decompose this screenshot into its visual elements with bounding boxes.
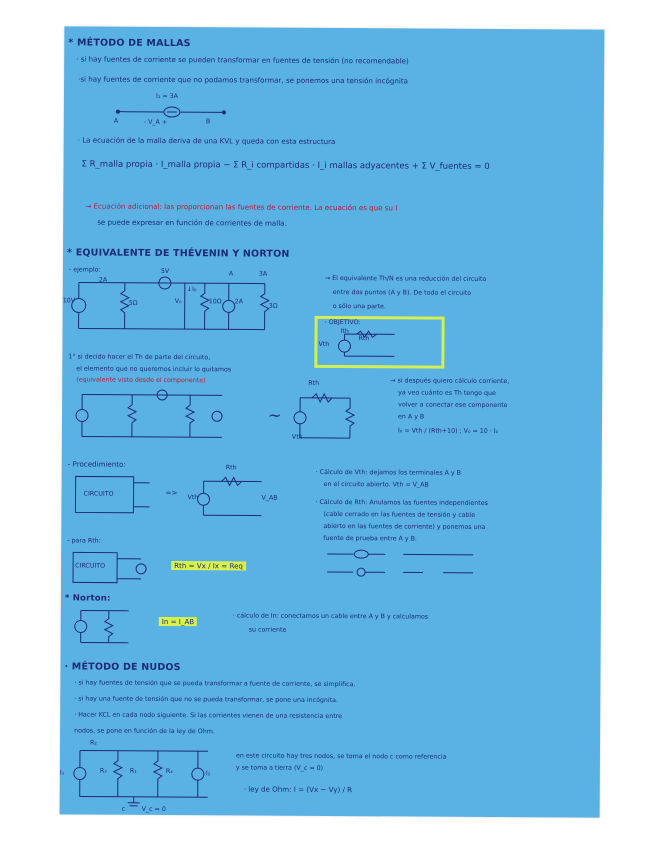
procedimiento-heading: - Procedimiento: <box>67 459 126 469</box>
objetivo-ith: Ith <box>340 328 349 336</box>
circ-label-4: 10V <box>62 297 76 305</box>
mallas-bullet-4-cont: se puede expresar en función de corrientes de malla. <box>97 217 287 228</box>
circ-label-10: ↓I₀ <box>186 286 197 294</box>
nudos-bullet-4: nodos, se pone en función de la ley de Ohm. <box>74 727 215 736</box>
thevenin-side-4: en A y B <box>398 413 425 421</box>
nudos-label-r2: R₂ <box>90 739 97 747</box>
circ-label-7: 10Ω <box>208 298 222 306</box>
rth-equation: Rth = Vx / Ix = Req <box>171 561 246 571</box>
proc-vab: V_AB <box>261 494 278 502</box>
nudos-bullet-2: · si hay una fuente de tensión que no se pueda transformar, se pone una incógnita. <box>74 695 339 705</box>
thevenin-step-1: 1° si decido hacer el Th de parte del circuito, <box>68 353 211 362</box>
norton-calc-1: · cálculo de In: conectamos un cable entre A y B y calculamos <box>232 612 429 621</box>
nudos-label-vc: V_c = 0 <box>141 805 166 813</box>
mallas-bullet-3: · La ecuación de la malla deriva de una KVL y queda con esta estructura <box>77 135 336 147</box>
para-rth-label: - para Rth: <box>67 537 101 545</box>
nudos-label-i2: I₂ <box>205 770 211 778</box>
mallas-bullet-1: · si hay fuentes de corriente se pueden transformar en fuentes de tensión (no recomendable) <box>76 54 409 66</box>
thevenin-note-3: o sólo una parte. <box>332 303 386 311</box>
current-label: I₁ = 3A <box>155 92 178 101</box>
circ-label-0: 2A <box>98 276 108 284</box>
io-equation: I₀ = Vth / (Rth+10) ; V₀ = 10 · I₀ <box>397 427 499 436</box>
notebook-page <box>60 26 605 817</box>
nudos-label-r3: R₃ <box>99 767 107 775</box>
nudos-circuit <box>68 740 218 809</box>
thevenin-side-3: volver a conectar ese componente <box>398 401 508 410</box>
circ-label-6: V₀ <box>174 298 182 306</box>
ejemplo-label: - ejemplo: <box>68 266 101 274</box>
thevenin-side-2: ya veo cuánto es Th tengo que <box>398 389 496 398</box>
source-replacement-sketch <box>323 546 483 581</box>
calc-rth-3: abierto en las fuentes de corriente) y ponemos una <box>323 522 486 531</box>
eq-circuit-rth: Rth <box>308 379 320 387</box>
mesh-formula: Σ R_malla propia · I_malla propia − Σ R_i compartidas · I_i mallas adyacentes + Σ V_fuentes = 0 <box>81 159 490 172</box>
circ-label-1: 5V <box>160 267 170 276</box>
nudos-bullet-3: · Hacer KCL en cada nodo siguiente. Si las corrientes vienen de una resistencia entre <box>74 711 343 721</box>
calc-rth-4: fuente de prueba entre A y B. <box>323 534 417 543</box>
thevenin-step-2: el elemento que no queremos incluir lo quitamos <box>76 365 232 374</box>
thevenin-equivalent-circuit <box>290 390 380 445</box>
current-source-branch <box>114 102 234 127</box>
nudos-label-r1: R₁ <box>129 767 137 775</box>
nudos-comment-1: en este circuito hay tres nodos, se toma el nodo c como referencia <box>235 752 447 761</box>
node-b-label: B <box>205 118 211 126</box>
thevenin-note-2: entre dos puntos (A y B). De todo el circuito <box>332 289 472 297</box>
objetivo-vth: Vth <box>318 340 330 348</box>
norton-circuit <box>69 606 149 646</box>
norton-heading: * Norton: <box>64 593 111 604</box>
circ-label-2: A <box>228 270 234 278</box>
thevenin-heading: * EQUIVALENTE DE THÉVENIN Y NORTON <box>66 247 290 260</box>
proc-vth: Vth <box>187 494 199 502</box>
circ-label-8: 2A <box>234 298 244 306</box>
nudos-bullet-1: · si hay fuentes de tensión que se pueda transformar a fuente de corriente, se simplifica. <box>74 679 356 689</box>
calc-vth-1: · Cálculo de Vth: dejamos los terminales A y B <box>315 468 461 477</box>
nudos-heading: · MÉTODO DE NUDOS <box>64 661 181 674</box>
circuito-test-label: CIRCUITO <box>75 562 106 570</box>
thevenin-step-3: (equivalente visto desde el componente) <box>76 376 206 385</box>
proc-arrow: => <box>165 487 178 498</box>
ohm-law: · ley de Ohm: I = (Vx − Vy) / R <box>243 784 353 795</box>
thevenin-side-1: → si después quiero cálculo corriente, <box>390 377 510 386</box>
circ-label-3: 3A <box>258 270 268 278</box>
norton-calc-2: su corriente <box>248 626 287 634</box>
mallas-bullet-4: → Ecuación adicional: las proporcionan las fuentes de corriente. La ecuación es que su I <box>85 201 398 213</box>
thevenin-note-1: → El equivalente Th/N es una reducción del circuito <box>324 274 487 283</box>
objetivo-rth: Rth <box>358 335 370 343</box>
proc-rth: Rth <box>225 464 237 472</box>
nudos-label-c: c <box>121 805 126 813</box>
circ-label-9: 3Ω <box>268 302 278 310</box>
mallas-heading: * MÉTODO DE MALLAS <box>68 37 191 50</box>
nudos-comment-2: y se toma a tierra (V_c = 0) <box>235 764 324 772</box>
eq-circuit-vth: Vth <box>291 433 303 441</box>
objetivo-label: · OBJETIVO: <box>324 318 361 327</box>
voltage-label: - V_A + <box>143 118 168 126</box>
in-equation: In = I_AB <box>159 617 197 626</box>
node-a-label: A <box>113 117 119 125</box>
circuito-label: CIRCUITO <box>83 490 114 498</box>
calc-rth-2: (cable cerrado en las fuentes de tensión y cable <box>323 510 476 519</box>
calc-vth-2: en el circuito abierto. Vth = V_AB <box>323 480 429 489</box>
circ-label-5: 5Ω <box>128 299 138 307</box>
calc-rth-1: · Cálculo de Rth: Anulamos las fuentes independientes <box>315 498 488 507</box>
partial-circuit <box>72 386 252 445</box>
nudos-label-r4: R₄ <box>165 767 173 776</box>
mallas-bullet-2: ·si hay fuentes de corriente que no podamos transformar, se ponemos una tensión incógnita <box>78 74 409 86</box>
example-circuit <box>64 272 284 345</box>
equivalent-tilde: ~ <box>267 405 282 425</box>
nudos-label-i1: I₁ <box>59 769 65 777</box>
